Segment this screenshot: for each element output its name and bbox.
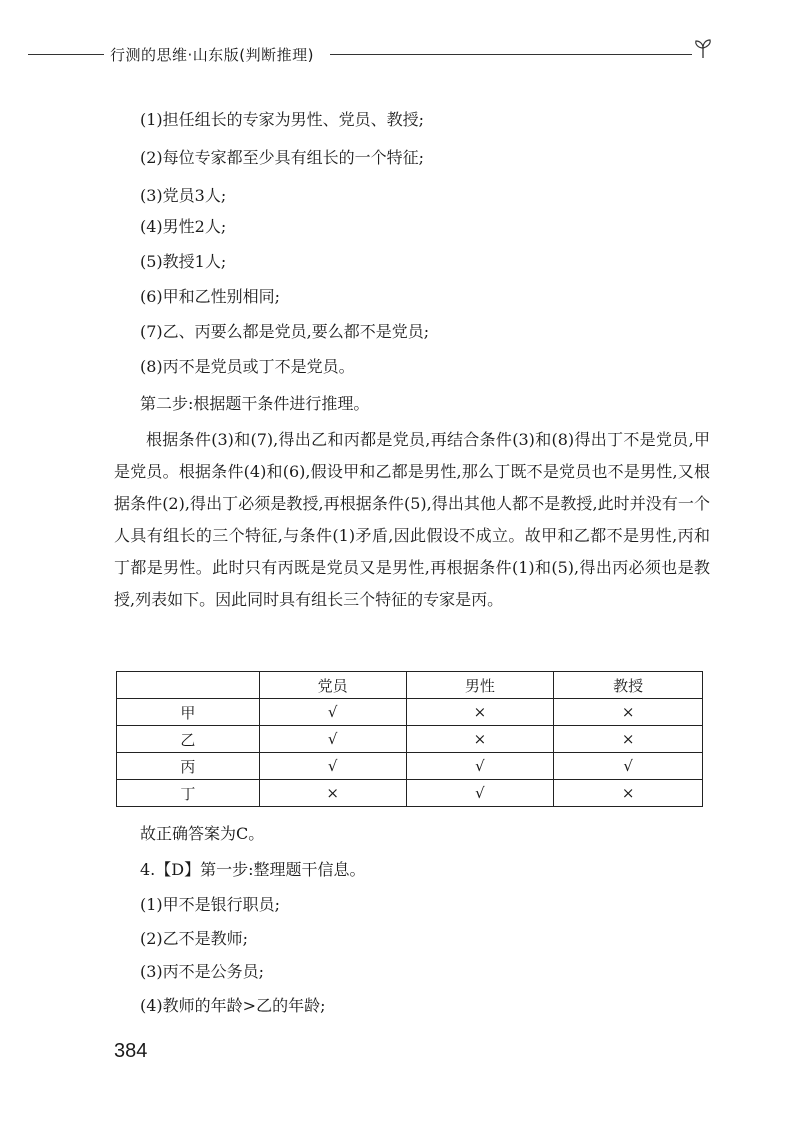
condition-line: (2)每位专家都至少具有组长的一个特征; <box>140 148 425 167</box>
table-cell: √ <box>259 726 406 753</box>
condition-line: (8)丙不是党员或丁不是党员。 <box>140 357 355 376</box>
table-cell: 丙 <box>117 753 260 780</box>
condition-line: (1)甲不是银行职员; <box>140 895 281 914</box>
table-cell: × <box>406 699 554 726</box>
condition-line: (3)党员3人; <box>140 186 227 205</box>
header-rule-left <box>28 54 104 55</box>
condition-line: (3)丙不是公务员; <box>140 962 265 981</box>
table-header-cell: 党员 <box>259 672 406 699</box>
table-cell: × <box>554 726 703 753</box>
table-header-cell: 教授 <box>554 672 703 699</box>
table-row <box>117 699 703 726</box>
table-row <box>117 753 703 780</box>
condition-line: (1)担任组长的专家为男性、党员、教授; <box>140 110 425 129</box>
condition-line: (4)男性2人; <box>140 217 227 236</box>
table-cell: √ <box>406 753 554 780</box>
table-row <box>117 780 703 807</box>
condition-line: (6)甲和乙性别相同; <box>140 287 281 306</box>
condition-line: (2)乙不是教师; <box>140 929 249 948</box>
table-cell: × <box>259 780 406 807</box>
header-rule-right <box>330 54 692 55</box>
condition-line: (7)乙、丙要么都是党员,要么都不是党员; <box>140 322 430 341</box>
table-cell: √ <box>259 753 406 780</box>
table-header-row <box>117 672 703 699</box>
condition-line: (4)教师的年龄>乙的年龄; <box>140 996 326 1015</box>
condition-line: (5)教授1人; <box>140 252 227 271</box>
step-two-heading: 第二步:根据题干条件进行推理。 <box>140 394 370 413</box>
table-cell: √ <box>406 780 554 807</box>
page-number: 384 <box>114 1040 148 1062</box>
table-cell: × <box>554 780 703 807</box>
header-title: 行测的思维·山东版(判断推理) <box>110 46 314 64</box>
question-4-heading: 4.【D】第一步:整理题干信息。 <box>140 860 366 879</box>
table-cell: × <box>554 699 703 726</box>
table-cell: 甲 <box>117 699 260 726</box>
reasoning-paragraph: 根据条件(3)和(7),得出乙和丙都是党员,再结合条件(3)和(8)得出丁不是党员,甲是党员。根据条件(4)和(6),假设甲和乙都是男性,那么丁既不是党员也不是男性,又根据条件(2),得出丁必须是教授,再根据条件(5),得出其他人都不是教授,此时并没有一个人具有组长的三个特征,与条件(1)矛盾,因此假设不成立。故甲和乙都不是男性,丙和丁都是男性。此时只有丙既是党员又是男性,再根据条件(1)和(5),得出丙必须也是教授,列表如下。因此同时具有组长三个特征的专家是丙。 <box>114 430 710 609</box>
table-header-cell: 男性 <box>406 672 554 699</box>
sprout-icon <box>692 38 714 60</box>
answer-line: 故正确答案为C。 <box>140 824 265 843</box>
table-cell: √ <box>259 699 406 726</box>
running-header <box>0 38 800 68</box>
table-row <box>117 726 703 753</box>
table-cell: 乙 <box>117 726 260 753</box>
table-cell: × <box>406 726 554 753</box>
deduction-table <box>116 671 703 807</box>
table-cell: √ <box>554 753 703 780</box>
table-cell: 丁 <box>117 780 260 807</box>
table-header-cell <box>117 672 260 699</box>
